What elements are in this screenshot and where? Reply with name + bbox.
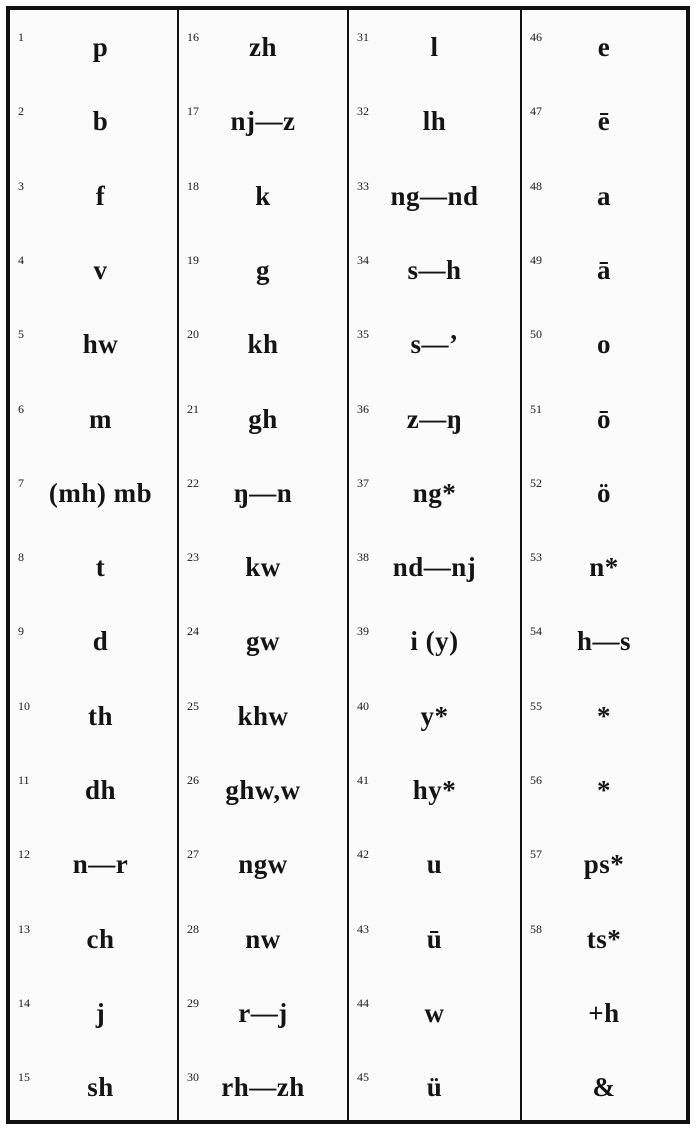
- table-cell: [522, 1050, 686, 1124]
- cell-number: 16: [187, 30, 199, 44]
- table-cell: [179, 159, 347, 233]
- cell-number: 26: [187, 773, 199, 787]
- table-cell: [10, 10, 177, 84]
- table-cell: [10, 1050, 177, 1124]
- cell-number: 43: [357, 921, 369, 936]
- table-cell: [349, 530, 520, 604]
- cell-number: 18: [187, 178, 199, 193]
- cell-value: b: [92, 106, 109, 137]
- table-cell: [349, 1050, 520, 1124]
- cell-number: 54: [530, 624, 542, 639]
- table-cell: [522, 456, 686, 530]
- cell-value: h—s: [576, 626, 632, 657]
- cell-value: nj—z: [230, 106, 296, 137]
- cell-number: 36: [357, 401, 369, 416]
- cell-number: 45: [357, 1070, 369, 1085]
- cell-number: 25: [187, 698, 199, 713]
- table-cell: [349, 604, 520, 678]
- cell-number: 50: [530, 327, 542, 342]
- table-cell: [522, 604, 686, 678]
- cell-value: ē: [597, 106, 611, 137]
- table-cell: [179, 84, 347, 158]
- cell-number: 33: [357, 178, 369, 193]
- cell-value: ŋ—n: [233, 477, 293, 508]
- cell-value: rh—zh: [221, 1072, 305, 1103]
- cell-value: ng*: [412, 477, 457, 508]
- table-cell: [179, 976, 347, 1050]
- cell-value: a: [597, 180, 611, 211]
- table-cell: [349, 382, 520, 456]
- cell-value: gw: [246, 626, 280, 657]
- cell-value: gh: [248, 403, 278, 434]
- cell-number: 53: [530, 550, 542, 565]
- table-cell: [179, 456, 347, 530]
- table-cell: [10, 976, 177, 1050]
- cell-value: k: [255, 180, 271, 211]
- table-cell: [10, 159, 177, 233]
- cell-value: ngw: [238, 849, 288, 880]
- table-cell: [349, 10, 520, 84]
- cell-value: i (y): [410, 626, 459, 657]
- cell-number: 34: [357, 252, 369, 267]
- cell-number: 3: [18, 178, 24, 193]
- table-cell: [522, 307, 686, 381]
- cell-value: v: [93, 254, 108, 285]
- cell-number: 22: [187, 475, 199, 490]
- cell-value: u: [426, 849, 443, 880]
- cell-number: 46: [530, 30, 542, 44]
- table-column: [10, 10, 177, 1120]
- table-column: [179, 10, 347, 1120]
- cell-value: nw: [245, 923, 281, 954]
- cell-number: 42: [357, 847, 369, 862]
- cell-number: 12: [18, 847, 30, 862]
- cell-number: 14: [18, 995, 30, 1010]
- cell-value: ō: [597, 403, 611, 434]
- cell-value: ā: [597, 254, 611, 285]
- table-cell: [349, 753, 520, 827]
- cell-value: ng—nd: [390, 180, 479, 211]
- cell-number: 35: [357, 327, 369, 342]
- cell-value: ps*: [583, 849, 625, 880]
- cell-number: 2: [18, 104, 24, 119]
- table-cell: [522, 530, 686, 604]
- cell-value: ch: [86, 923, 115, 954]
- table-cell: [349, 159, 520, 233]
- table-cell: [10, 456, 177, 530]
- cell-value: hy*: [412, 775, 457, 805]
- cell-number: 13: [18, 921, 30, 936]
- table-cell: [349, 827, 520, 901]
- table-cell: [522, 753, 686, 827]
- table-cell: [349, 456, 520, 530]
- cell-number: 41: [357, 773, 369, 787]
- table-cell: [349, 307, 520, 381]
- table-cell: [179, 10, 347, 84]
- cell-number: 39: [357, 624, 369, 639]
- cell-value: f: [95, 180, 106, 211]
- cell-number: 24: [187, 624, 199, 639]
- table-cell: [10, 827, 177, 901]
- cell-number: 57: [530, 847, 542, 862]
- cell-value: g: [256, 254, 270, 285]
- cell-number: 51: [530, 401, 542, 416]
- cell-value: ü: [426, 1072, 443, 1103]
- cell-number: 7: [18, 475, 24, 490]
- cell-number: 17: [187, 104, 199, 119]
- cell-value: (mh) mb: [48, 477, 153, 508]
- cell-number: 11: [18, 773, 30, 787]
- cell-value: lh: [422, 106, 447, 137]
- cell-value: sh: [87, 1072, 114, 1103]
- table-cell: [349, 902, 520, 976]
- table-cell: [10, 753, 177, 827]
- cell-number: 20: [187, 327, 199, 342]
- table-column: [349, 10, 520, 1120]
- cell-number: 4: [18, 252, 24, 267]
- cell-value: +h: [588, 997, 620, 1028]
- cell-number: 6: [18, 401, 24, 416]
- cell-number: 10: [18, 698, 30, 713]
- cell-value: m: [89, 403, 112, 434]
- table-cell: [179, 1050, 347, 1124]
- table-cell: [522, 10, 686, 84]
- table-cell: [10, 84, 177, 158]
- cell-value: d: [92, 626, 109, 657]
- cell-value: o: [597, 329, 611, 360]
- cell-value: t: [95, 552, 106, 583]
- table-cell: [522, 976, 686, 1050]
- cell-value: kw: [245, 552, 281, 583]
- table-cell: [349, 84, 520, 158]
- table-cell: [522, 233, 686, 307]
- cell-number: 56: [530, 773, 542, 787]
- cell-number: 8: [18, 550, 24, 565]
- cell-value: &: [592, 1072, 616, 1103]
- cell-value: dh: [84, 775, 117, 805]
- table-column: [522, 10, 686, 1120]
- cell-number: 52: [530, 475, 542, 490]
- table-cell: [179, 233, 347, 307]
- cell-number: 9: [18, 624, 24, 639]
- table-cell: [10, 233, 177, 307]
- cell-value: *: [597, 700, 611, 731]
- table-cell: [522, 84, 686, 158]
- cell-number: 49: [530, 252, 542, 267]
- cell-number: 44: [357, 995, 369, 1010]
- cell-value: khw: [237, 700, 289, 731]
- table-cell: [10, 382, 177, 456]
- cell-number: 23: [187, 550, 199, 565]
- table-cell: [10, 530, 177, 604]
- cell-value: *: [597, 775, 611, 805]
- table-cell: [10, 902, 177, 976]
- table-cell: [179, 827, 347, 901]
- cell-value: s—h: [407, 254, 462, 285]
- cell-number: 55: [530, 698, 542, 713]
- cell-value: e: [597, 32, 611, 62]
- cell-value: j: [95, 997, 106, 1028]
- cell-number: 37: [357, 475, 369, 490]
- cell-value: kh: [247, 329, 279, 360]
- table-cell: [179, 679, 347, 753]
- cell-number: 47: [530, 104, 542, 119]
- cell-value: p: [92, 32, 109, 62]
- table-cell: [522, 679, 686, 753]
- cell-value: n*: [589, 552, 619, 583]
- cell-number: 27: [187, 847, 199, 862]
- cell-value: th: [87, 700, 113, 731]
- table-cell: [179, 753, 347, 827]
- cell-number: 31: [357, 30, 369, 44]
- table-cell: [522, 827, 686, 901]
- table-cell: [179, 382, 347, 456]
- cell-number: 32: [357, 104, 369, 119]
- table-cell: [349, 976, 520, 1050]
- cell-value: ts*: [586, 923, 622, 954]
- cell-value: z—ŋ: [406, 403, 463, 434]
- table-cell: [10, 679, 177, 753]
- cell-value: ū: [426, 923, 443, 954]
- table-cell: [522, 382, 686, 456]
- table-cell: [179, 307, 347, 381]
- cell-number: 15: [18, 1070, 30, 1085]
- cell-value: w: [424, 997, 445, 1028]
- table-cell: [349, 679, 520, 753]
- table-cell: [522, 159, 686, 233]
- cell-number: 28: [187, 921, 199, 936]
- table-cell: [179, 902, 347, 976]
- cell-number: 29: [187, 995, 199, 1010]
- table-cell: [179, 530, 347, 604]
- cell-number: 30: [187, 1070, 199, 1085]
- cell-value: ö: [597, 477, 611, 508]
- table-cell: [522, 902, 686, 976]
- table-cell: [179, 604, 347, 678]
- cell-value: y*: [420, 700, 449, 731]
- cell-number: 48: [530, 178, 542, 193]
- cell-number: 58: [530, 921, 542, 936]
- cell-number: 21: [187, 401, 199, 416]
- cell-value: n—r: [72, 849, 129, 880]
- table-cell: [10, 604, 177, 678]
- cell-number: 1: [18, 30, 24, 44]
- cell-number: 38: [357, 550, 369, 565]
- tengwar-value-table: [6, 6, 690, 1124]
- cell-value: l: [430, 32, 439, 62]
- cell-value: zh: [249, 32, 277, 62]
- table-cell: [10, 307, 177, 381]
- cell-number: 5: [18, 327, 24, 342]
- cell-number: 19: [187, 252, 199, 267]
- cell-value: s—’: [410, 329, 459, 360]
- cell-value: ghw,w: [225, 775, 301, 805]
- table-cell: [349, 233, 520, 307]
- cell-value: r—j: [238, 997, 288, 1028]
- cell-value: hw: [82, 329, 119, 360]
- cell-value: nd—nj: [392, 552, 477, 583]
- cell-number: 40: [357, 698, 369, 713]
